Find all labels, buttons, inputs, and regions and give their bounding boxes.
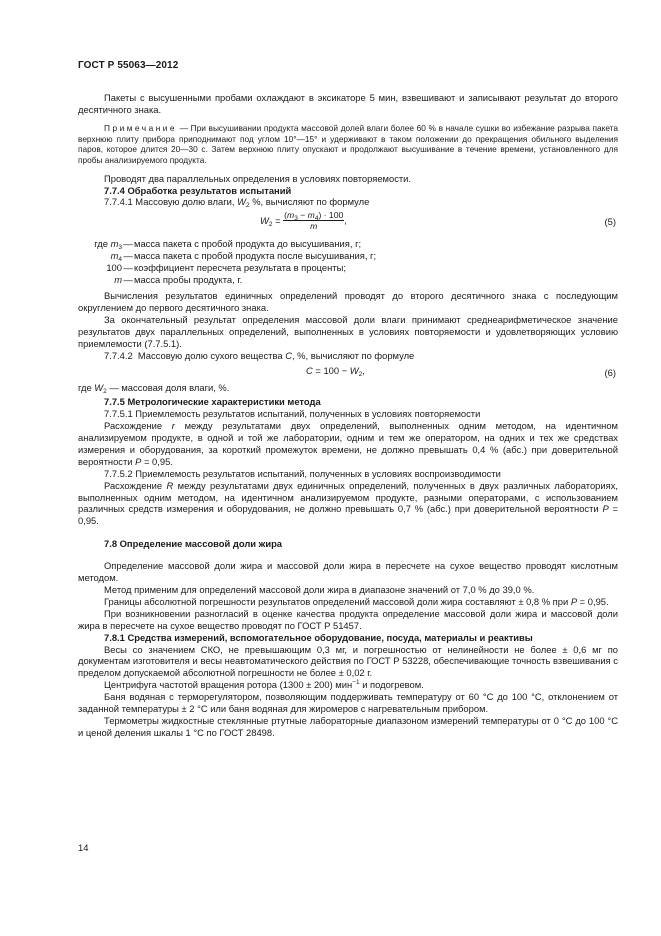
where-desc: масса пробы продукта, г. (134, 274, 243, 286)
formula-6 (78, 361, 618, 382)
note-text: — При высушивании продукта массовой долей влаги более 60 % в начале сушки во избежание разрыва пакета верхнюю плиту прибора приподнимают под углом 10°—15° и удерживают в таком положении до прекращения обильного выделения паров, которое длится 20—30 с. Затем верхнюю плиту опускают и продолжают высушивание в течение времени, установленного для пробы анализируемого продукта. (78, 122, 618, 165)
where-symbol (78, 262, 122, 274)
fraction-numerator (283, 210, 344, 221)
formula-6-body (306, 365, 365, 377)
text: %, вычисляют по формуле (249, 196, 370, 208)
var-w: W (349, 365, 359, 377)
page-content (78, 92, 618, 739)
where-desc: масса пакета с пробой продукта до высушивания, г; (134, 238, 362, 250)
formula-5-body (260, 210, 347, 231)
dash: — (123, 262, 133, 274)
paragraph-cooling: Пакеты с высушенными пробами охлаждают в эксикаторе 5 мин, взвешивают и записывают результат до второго десятичного знака. (78, 92, 618, 115)
minus: − (297, 210, 308, 221)
paragraph-parallel: Проводят два параллельных определения в условиях повторяемости. (104, 172, 412, 184)
var-m: m (110, 238, 119, 250)
formula-sub: 2 (268, 220, 273, 228)
paragraph-scales: Весы со значением СКО, не превышающим 0,3 мг, и погрешностью от нелинейности не более ± 0,6 мг по документам изготовителя и весы неавтоматического действия по ГОСТ Р 53228, обеспечивающие точность взвешивания с пределом допускаемой абсолютной погрешности не более ± 0,02 г. (78, 643, 618, 679)
heading-7-8-1: 7.8.1 Средства измерений, вспомогательное оборудование, посуда, материалы и реактивы (104, 631, 533, 643)
sub: 3 (118, 244, 122, 252)
sub: 2 (245, 202, 250, 210)
paragraph-7-7-5-2: 7.7.5.2 Приемлемость результатов испытаний, полученных в условиях воспроизводимости (104, 467, 501, 479)
sub: 2 (358, 371, 363, 379)
text: между результатами двух единичных определений, полученных в двух различных лабораториях, выполненных одним методом, на идентичном анализируемом продукте, разными операторами, с использованием различных средств измерения и оборудования, не должно превышать 0,7 % (абс.) при доверительной вероятности (78, 479, 618, 515)
formula-tail: , (362, 365, 365, 377)
fraction-denominator (283, 221, 344, 231)
where-desc: — массовая доля влаги, %. (106, 382, 230, 394)
paragraph-7-7-4-1 (78, 196, 618, 208)
heading-7-7-5: 7.7.5 Метрологические характеристики метода (104, 396, 321, 408)
text: = 0,95. (577, 595, 609, 607)
var-m: m (110, 250, 119, 262)
var-m: m (114, 274, 122, 286)
formula-5 (78, 210, 618, 234)
formula-fraction (283, 210, 344, 231)
text: и подогревом. (359, 679, 424, 691)
formula-tail: , (344, 214, 347, 226)
where-symbol (78, 250, 122, 262)
var-p: P (135, 455, 142, 467)
paragraph-reproducibility (78, 480, 618, 528)
paragraph-7-7-4-2 (78, 350, 618, 362)
paragraph-fat-range: Метод применим для определений массовой доли жира в диапазоне значений от 7,0 % до 39,0 %. (104, 584, 535, 595)
text: между результатами двух определений, выполненных одним методом, на идентичном анализируемом продукте, в одной и той же лаборатории, одним и тем же оператором, на одних и тех же средствах измерения и оборудования, за короткий промежуток времени, не должно превышать 0,4 % (абс.) при доверительной вероятности (78, 420, 618, 467)
var-w: W (237, 196, 246, 208)
dash: — (123, 238, 133, 250)
paragraph-final-result: За окончательный результат определения массовой доли влаги принимают среднеарифметическое значение результатов двух параллельных определений, выполненных в условиях повторяемости и удовлетворяющих условию приемлемости (7.7.5.1). (78, 313, 618, 349)
where-lead: где (78, 382, 95, 394)
sub: 4 (118, 256, 122, 264)
paragraph-centrifuge (78, 679, 618, 691)
dash: — (123, 274, 133, 286)
paragraph-water-bath: Баня водяная с терморегулятором, позволяющим поддерживать температуру от 60 °С до 100 °С, отклонением от заданной температуры ± 2 °С или баня водяная для жиромеров с нагревательным прибором. (78, 691, 618, 715)
page-number: 14 (78, 842, 89, 853)
standard-header: ГОСТ Р 55063—2012 (78, 60, 179, 71)
var-p: P (570, 595, 578, 607)
text: = 0,95. (78, 503, 618, 527)
text: Расхождение (104, 420, 172, 432)
paragraph-disputes: При возникновении разногласий в оценке качества продукта определение массовой доли жира и массовой доли жира в пересчете на сухое вещество проводят по ГОСТ Р 51457. (78, 607, 618, 631)
where-symbol (78, 274, 122, 286)
paragraph-fat-method: Определение массовой доли жира и массовой доли жира в пересчете на сухое вещество проводят кислотным методом. (78, 560, 618, 584)
heading-7-7-4: 7.7.4 Обработка результатов испытаний (104, 184, 292, 196)
var-r: r (171, 420, 175, 432)
formula-number: (6) (604, 367, 616, 379)
sub: 3 (294, 215, 298, 223)
formula-mid: = 100 − (312, 365, 350, 377)
where-6 (78, 382, 618, 394)
heading-7-8: 7.8 Определение массовой доли жира (104, 538, 283, 550)
paragraph-7-7-5-1: 7.7.5.1 Приемлемость результатов испытаний, полученных в условиях повторяемости (104, 408, 481, 420)
var-m: m (287, 210, 295, 221)
var-r-cap: R (166, 479, 174, 491)
var-w: W (94, 382, 104, 394)
var-m: m (307, 210, 315, 221)
where-desc: масса пакета с пробой продукта после высушивания, г; (134, 250, 377, 262)
where-lead: где (94, 238, 111, 250)
var-c: C (306, 365, 313, 377)
paragraph-fat-error (78, 596, 618, 608)
var-m: m (310, 221, 318, 232)
where-list-5 (78, 238, 618, 286)
text: = 0,95. (141, 455, 173, 467)
where-desc: коэффициент пересчета результата в проценты; (134, 262, 346, 274)
paren: ( (284, 210, 288, 221)
formula-number: (5) (604, 216, 616, 228)
dash: — (123, 250, 133, 262)
where-symbol (78, 238, 122, 250)
formula-var: W (260, 214, 269, 226)
text: Границы абсолютной погрешности результатов определений массовой доли жира составляют ± 0,8 % при (104, 595, 571, 607)
paren: ) · 100 (318, 210, 344, 221)
paragraph-repeatability (78, 420, 618, 468)
var-p: P (602, 503, 609, 515)
text: , %, вычисляют по формуле (291, 349, 415, 361)
var-c: C (285, 349, 292, 361)
const-100: 100 (106, 262, 122, 274)
sup: −1 (352, 679, 360, 687)
paragraph-thermometers: Термометры жидкостные стеклянные ртутные лабораторные диапазоном измерений температуры от 0 °С до 100 °С и ценой деления шкалы 1 °С по ГОСТ 28498. (78, 714, 618, 738)
paragraph-rounding: Вычисления результатов единичных определений проводят до второго десятичного знака с последующим округлением до первого десятичного знака. (78, 289, 618, 313)
sub: 4 (314, 215, 319, 223)
note-label: Примечание (104, 122, 178, 133)
sub: 2 (103, 388, 107, 396)
text: 7.7.4.1 Массовую долю влаги, (104, 196, 238, 208)
text: Расхождение (104, 479, 167, 491)
text: 7.7.4.2 Массовую долю сухого вещества (104, 349, 286, 361)
text: Центрифуга частотой вращения ротора (1300 ± 200) мин (104, 679, 353, 691)
note (78, 123, 618, 166)
formula-eq: = (272, 214, 284, 226)
